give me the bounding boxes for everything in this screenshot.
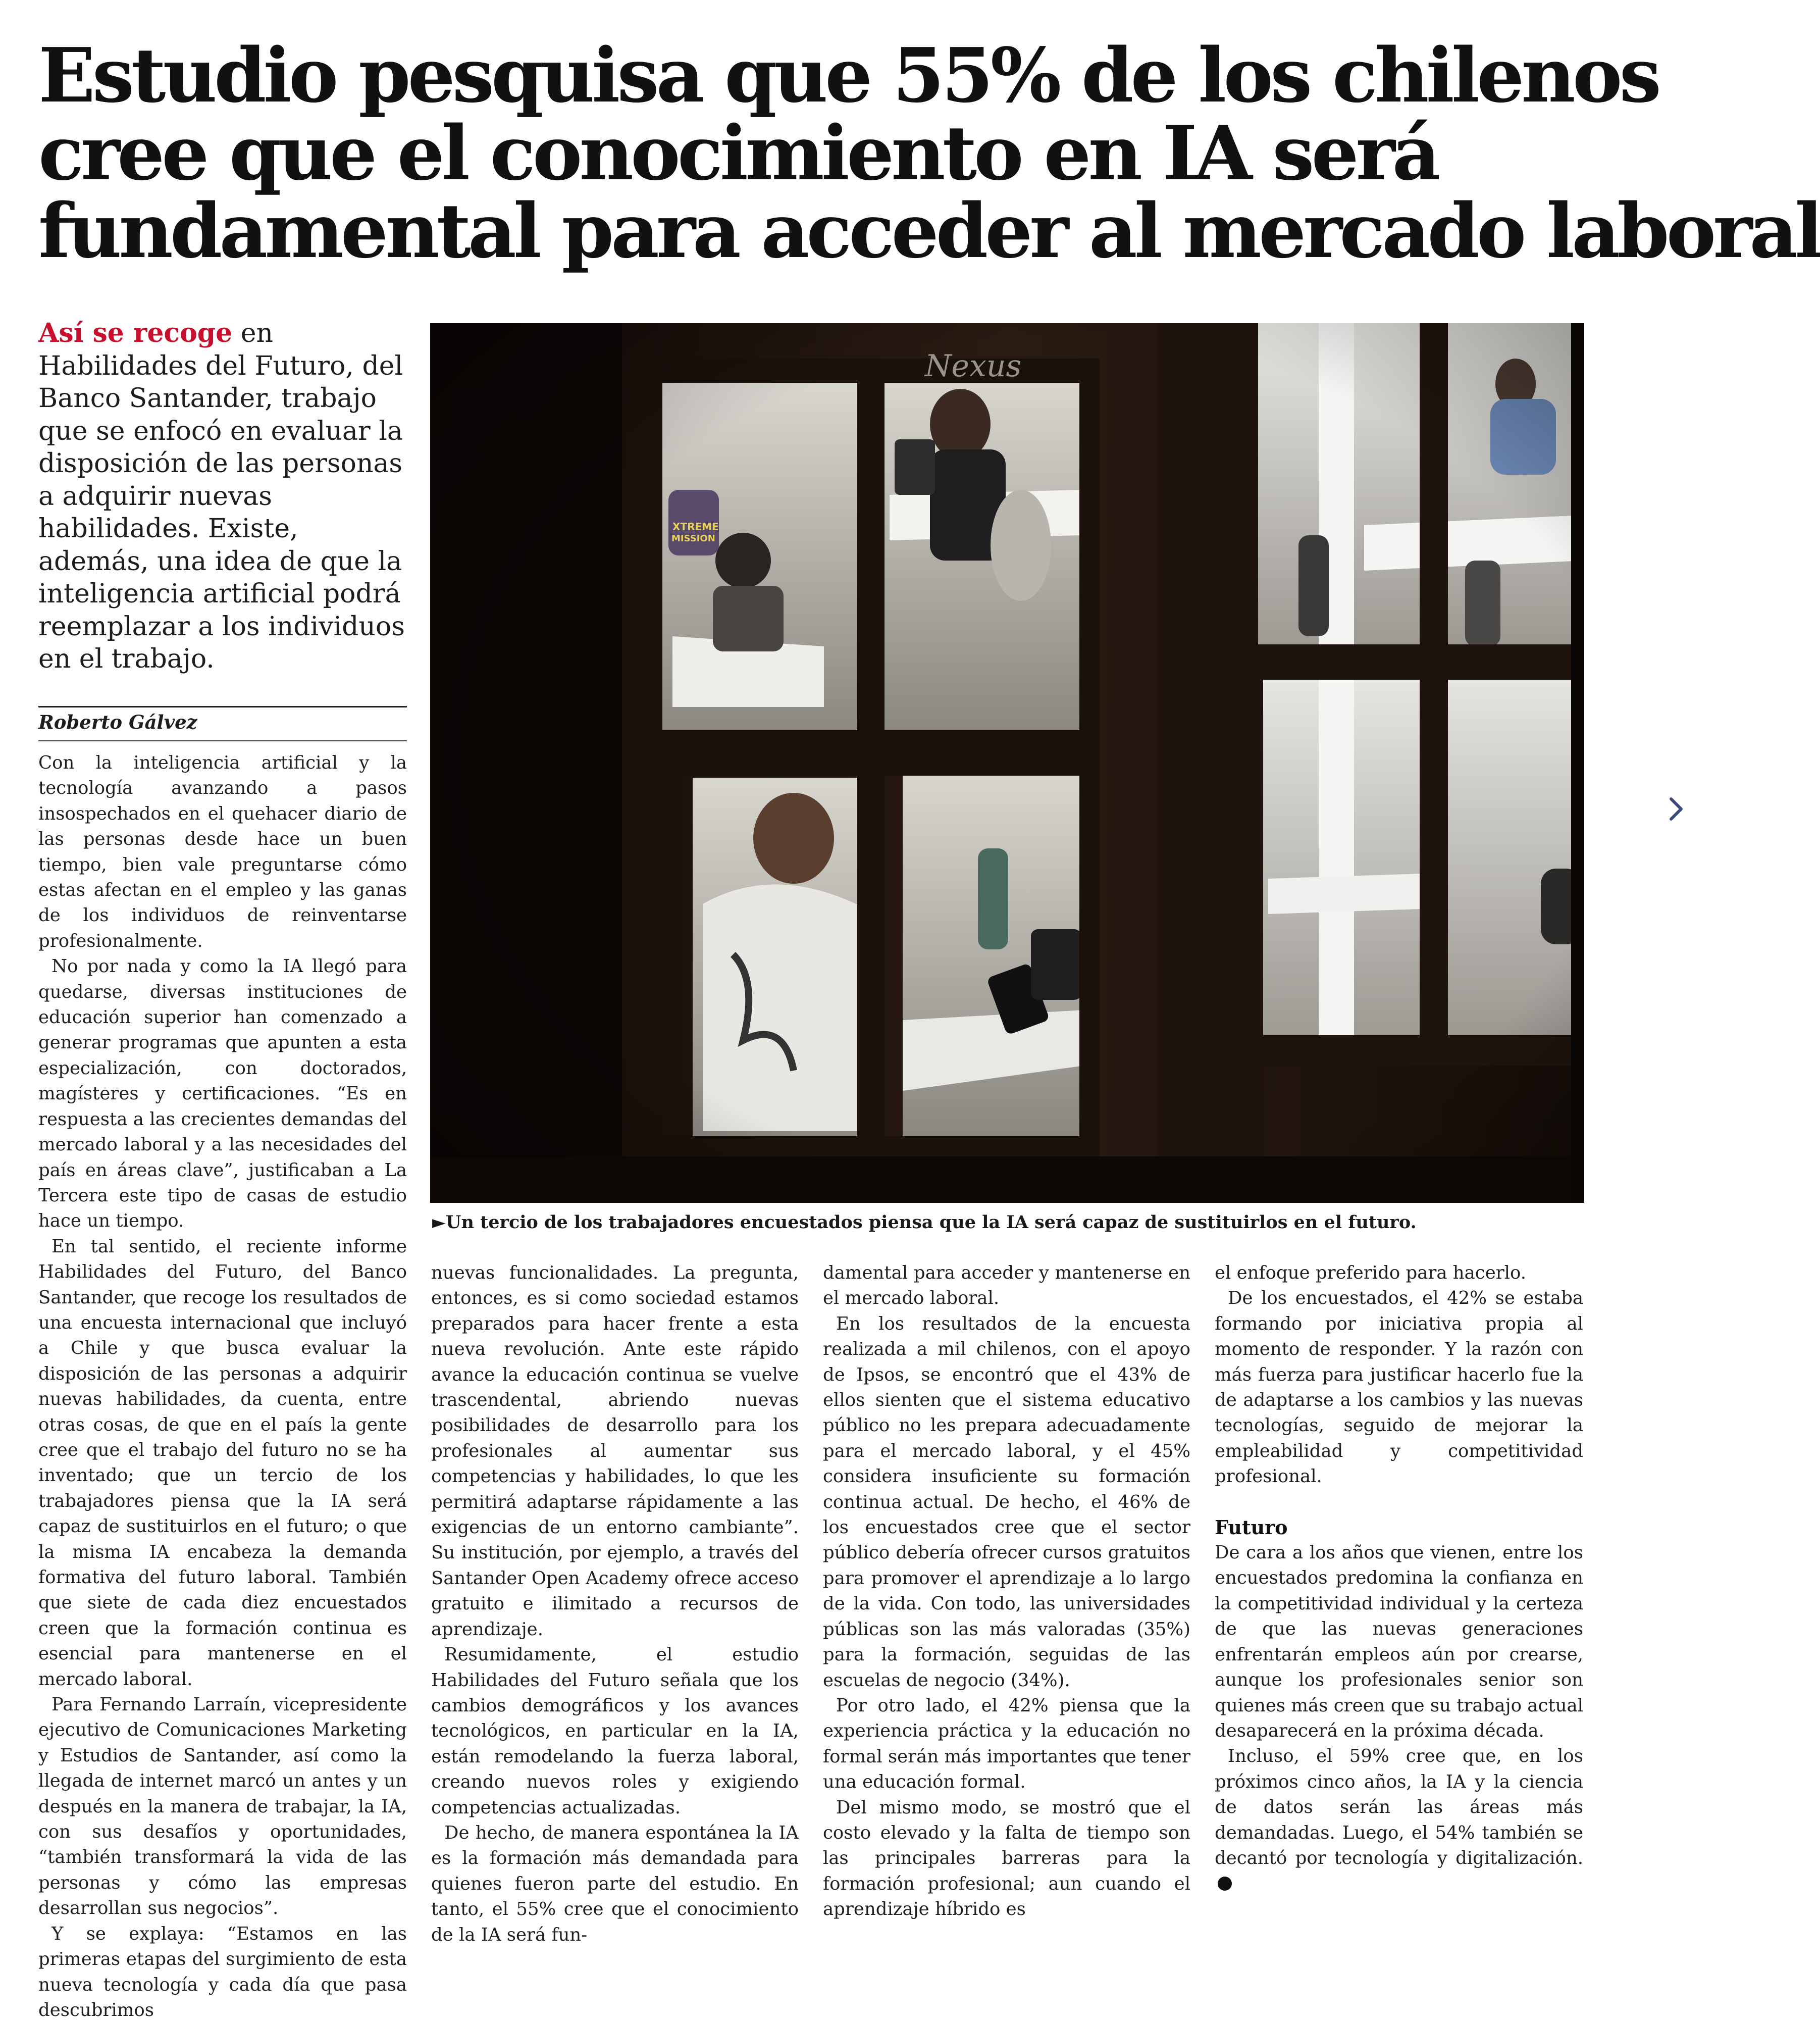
article-column-3 <box>823 1260 1190 1923</box>
photo-caption: ►Un tercio de los trabajadores encuestados piensa que la IA será capaz de sustituirlos en el futuro. <box>432 1212 1417 1233</box>
paragraph: De hecho, de manera espontánea la IA es la formación más demandada para quienes fueron parte del estudio. En tanto, el 55% cree que el conocimiento de la IA será fun- <box>431 1822 799 1945</box>
paragraph: Del mismo modo, se mostró que el costo elevado y la falta de tiempo son las principales barreras para la formación profesional; aun cuando el aprendizaje híbrido es <box>823 1797 1190 1920</box>
article-column-2 <box>431 1260 799 1948</box>
paragraph: el enfoque preferido para hacerlo. <box>1215 1262 1527 1283</box>
lede-text: en Habilidades del Futuro, del Banco Santander, trabajo que se enfocó en evaluar la disposición de las personas a adquirir nuevas habilidades. Existe, además, una idea de que la inteligencia artificial podrá reemplazar a los individuos en el trabajo. <box>38 318 405 674</box>
headline-line-2: cree que el conocimiento en IA será <box>38 109 1438 197</box>
headline-line-3: fundamental para acceder al mercado laboral <box>38 187 1820 275</box>
paragraph: En tal sentido, el reciente informe Habilidades del Futuro, del Banco Santander, que recoge los resultados de una encuesta internacional que incluyó a Chile y que busca evaluar la disposición de las personas a adquirir nuevas habilidades, da cuenta, entre otras cosas, de que en el país la gente cree que el trabajo del futuro no se ha inventado; que un tercio de los trabajadores piensa que la IA será capaz de sustituirlos en el futuro; o que la misma IA encabeza la demanda formativa del futuro laboral. También que siete de cada diez encuestados creen que la formación continua es esencial para mantenerse en el mercado laboral. <box>38 1236 407 1690</box>
glass-sign-text: Nexus <box>925 348 1022 384</box>
article-column-4 <box>1215 1260 1583 1897</box>
byline: Roberto Gálvez <box>38 711 197 733</box>
headline <box>38 31 1820 275</box>
paragraph: Y se explaya: “Estamos en las primeras etapas del surgimiento de esta nueva tecnología y cada día que pasa descubrimos <box>38 1923 407 2020</box>
paragraph: nuevas funcionalidades. La pregunta, entonces, es si como sociedad estamos preparados para hacer frente a esta nueva revolución. Ante este rápido avance la educación continua se vuelve trascendental, abriendo nuevas posibilidades de desarrollo para los profesionales al aumentar sus competencias y habilidades, lo que les permitirá adaptarse rápidamente a las exigencias de un entorno cambiante”. Su institución, por ejemplo, a través del Santander Open Academy ofrece acceso gratuito e ilimitado a recursos de aprendizaje. <box>431 1262 799 1640</box>
shirt-text-2: MISSION <box>671 533 715 544</box>
byline-rule-top <box>38 706 407 707</box>
paragraph: No por nada y como la IA llegó para quedarse, diversas instituciones de educación superior han comenzado a generar programas que apunten a esta especialización, con doctorados, magísteres y certificaciones. “Es en respuesta a las crecientes demandas del mercado laboral y a las necesidades del país en áreas clave”, justificaban a La Tercera este tipo de casas de estudio hace un tiempo. <box>38 956 407 1232</box>
paragraph: Resumidamente, el estudio Habilidades del Futuro señala que los cambios demográficos y los avances tecnológicos, en particular en la IA, están remodelando la fuerza laboral, creando nuevos roles y exigiendo competencias actualizadas. <box>431 1644 799 1818</box>
end-mark-icon <box>1218 1877 1232 1891</box>
paragraph: De cara a los años que vienen, entre los encuestados predomina la confianza en la competitividad individual y la certeza de que las nuevas generaciones enfrentarán empleos aún por crearse, aunque los profesionales senior son quienes más creen que su trabajo actual desaparecerá en la próxima década. <box>1215 1542 1583 1741</box>
headline-line-1: Estudio pesquisa que 55% de los chilenos <box>38 31 1658 119</box>
shirt-text-1: XTREME <box>672 521 719 533</box>
paragraph-text: Incluso, el 59% cree que, en los próximos cinco años, la IA y la ciencia de datos serán las áreas más demandadas. Luego, el 54% también se decantó por tecnología y digitalización. <box>1215 1746 1583 1868</box>
paragraph: Para Fernando Larraín, vicepresidente ejecutivo de Comunicaciones Marketing y Estudios de Santander, así como la llegada de internet marcó un antes y un después en la manera de trabajar, la IA, con sus desafíos y oportunidades, “también transformará la vida de las personas y cómo las empresas desarrollan sus negocios”. <box>38 1694 407 1919</box>
photo <box>430 323 1584 1203</box>
lede <box>38 317 412 676</box>
paragraph: De los encuestados, el 42% se estaba formando por iniciativa propia al momento de responder. Y la razón con más fuerza para justificar hacerlo fue la de adaptarse a los cambios y las nuevas tecnologías, seguido de mejorar la empleabilidad y competitividad profesional. <box>1215 1288 1583 1487</box>
photo-illustration <box>430 323 1584 1203</box>
section-spacer <box>1215 1490 1583 1515</box>
lede-kicker: Así se recoge <box>38 318 233 348</box>
paragraph: damental para acceder y mantenerse en el mercado laboral. <box>823 1262 1190 1309</box>
paragraph: Con la inteligencia artificial y la tecnología avanzando a pasos insospechados en el quehacer diario de las personas desde hace un buen tiempo, bien vale preguntarse cómo estas afectan en el empleo y las ganas de los individuos de reinventarse profesionalmente. <box>38 752 407 951</box>
byline-rule-bottom <box>38 740 407 741</box>
chevron-right-icon[interactable] <box>1666 794 1686 824</box>
article-column-1 <box>38 750 407 2023</box>
subhead-futuro: Futuro <box>1215 1515 1288 1539</box>
paragraph <box>1215 1744 1583 1896</box>
paragraph: En los resultados de la encuesta realizada a mil chilenos, con el apoyo de Ipsos, se encontró que el 43% de ellos sienten que el sistema educativo público no les prepara adecuadamente para el mercado laboral, y el 45% considera insuficiente su formación continua actual. De hecho, el 46% de los encuestados cree que el sector público debería ofrecer cursos gratuitos para promover el aprendizaje a lo largo de la vida. Con todo, las universidades públicas son las más valoradas (35%) para la formación, seguidas de las escuelas de negocio (34%). <box>823 1313 1190 1691</box>
paragraph: Por otro lado, el 42% piensa que la experiencia práctica y la educación no formal serán más importantes que tener una educación formal. <box>823 1695 1190 1793</box>
